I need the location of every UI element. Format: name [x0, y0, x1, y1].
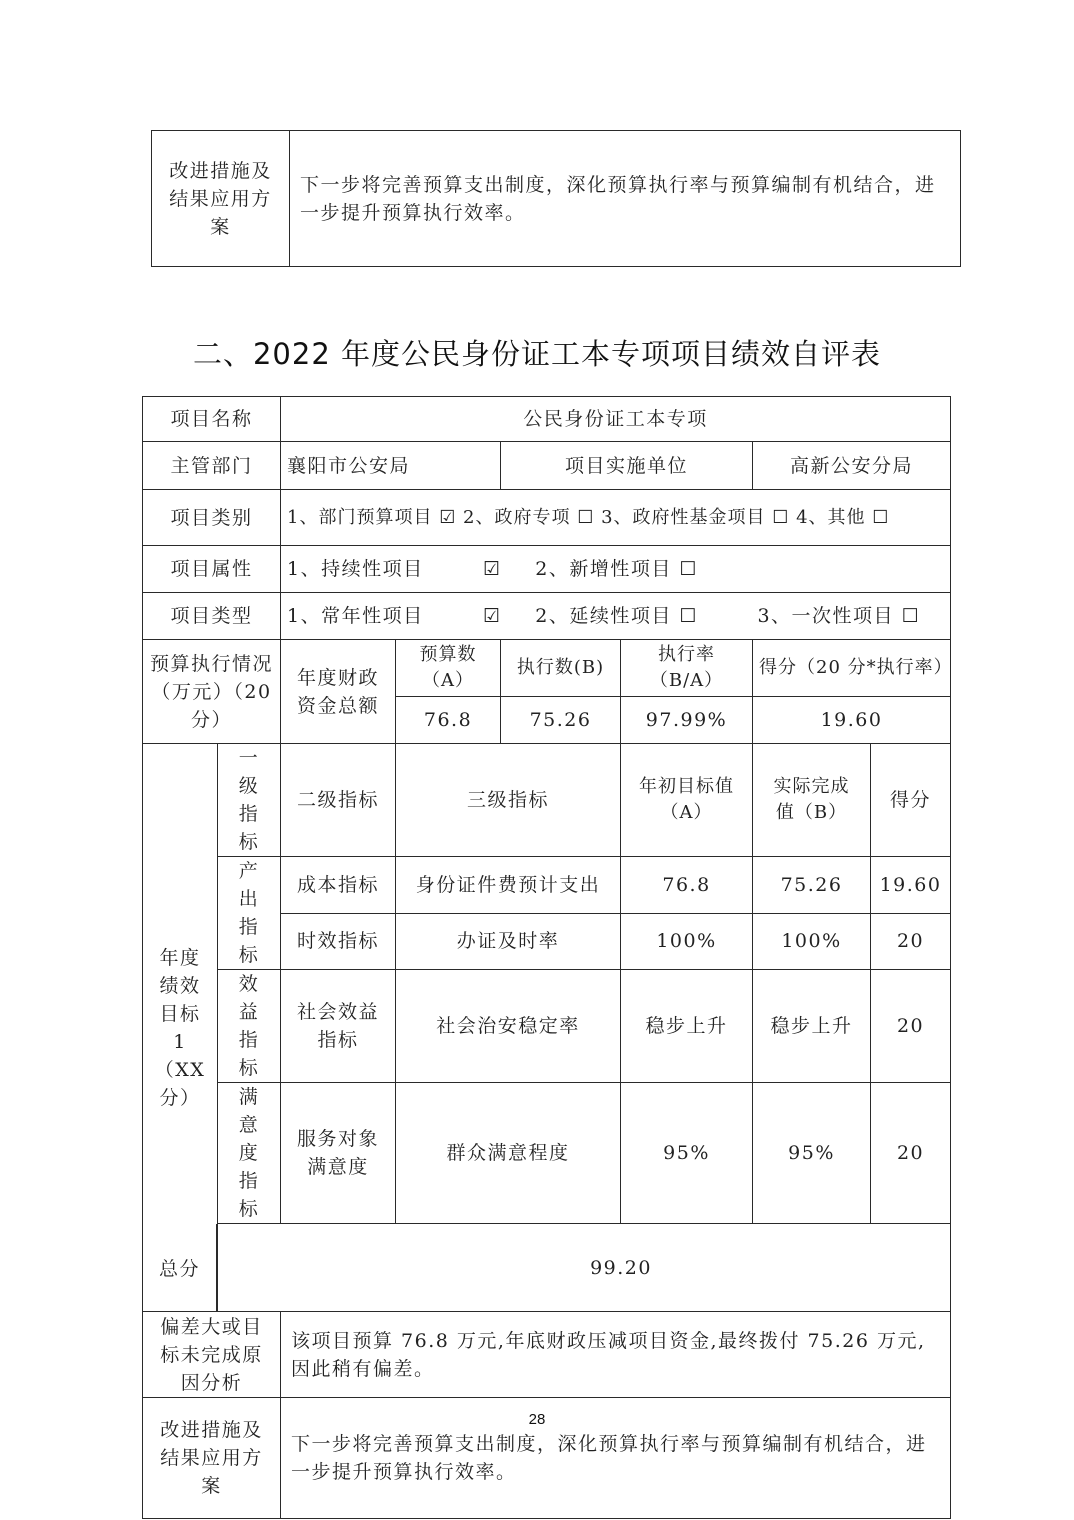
goal-actual: 100% [753, 913, 871, 970]
goal-level2: 成本指标 [281, 857, 396, 914]
dept-label: 主管部门 [143, 442, 281, 490]
unit-label: 项目实施单位 [501, 442, 753, 490]
row-department [143, 442, 951, 490]
goals-header-level1: 一级指标 [218, 744, 281, 857]
type-option-3: 3、一次性项目 ☐ [757, 605, 921, 627]
goal-row [143, 970, 951, 1083]
category-label: 项目类别 [143, 490, 281, 546]
goal-score: 20 [871, 1083, 951, 1224]
section-title: 二、2022 年度公民身份证工本专项项目绩效自评表 [192, 337, 882, 371]
improvement-label: 改进措施及结果应用方案 [152, 131, 290, 267]
row-budget-header [143, 640, 951, 697]
row-category [143, 490, 951, 546]
improvement-label: 改进措施及结果应用方案 [143, 1398, 281, 1519]
goal-row [143, 857, 951, 914]
improvement-text: 下一步将完善预算支出制度，深化预算执行率与预算编制有机结合，进一步提升预算执行效率。 [290, 131, 961, 267]
budget-value-a: 76.8 [396, 697, 501, 744]
checkbox-checked-icon: ☑ [483, 558, 502, 580]
goal-score: 20 [871, 970, 951, 1083]
goal-level1: 满意度指标 [218, 1083, 281, 1224]
type-option-2: 2、延续性项目 ☐ [535, 605, 698, 627]
goal-level3: 社会治安稳定率 [396, 970, 621, 1083]
performance-evaluation-table [142, 396, 951, 1519]
budget-value-rate: 97.99% [621, 697, 753, 744]
goal-target: 95% [621, 1083, 753, 1224]
goal-row [143, 1083, 951, 1224]
goal-level3: 群众满意程度 [396, 1083, 621, 1224]
goal-level1: 效益指标 [218, 970, 281, 1083]
goals-header-actual: 实际完成值（B） [753, 744, 871, 857]
row-goals-header [143, 744, 951, 857]
goal-actual: 75.26 [753, 857, 871, 914]
page-number: 28 [528, 1411, 546, 1428]
goals-side-label: 年度绩效目标 1（XX 分） [143, 744, 218, 1312]
deviation-text: 该项目预算 76.8 万元,年底财政压减项目资金,最终拨付 75.26 万元,因此稍有偏差。 [281, 1312, 951, 1398]
total-value: 99.20 [218, 1224, 951, 1312]
goal-level2: 时效指标 [281, 913, 396, 970]
improvement-text: 下一步将完善预算支出制度，深化预算执行率与预算编制有机结合，进一步提升预算执行效率。 [281, 1398, 951, 1519]
budget-sub-label: 年度财政资金总额 [281, 640, 396, 744]
row-total [143, 1224, 951, 1312]
goals-header-level2: 二级指标 [281, 744, 396, 857]
budget-value-score: 19.60 [753, 697, 951, 744]
budget-label: 预算执行情况（万元）（20 分） [143, 640, 281, 744]
goal-actual: 95% [753, 1083, 871, 1224]
row-project-name [143, 397, 951, 442]
goals-header-level3: 三级指标 [396, 744, 621, 857]
project-name-value: 公民身份证工本专项 [281, 397, 951, 442]
improvement-table-continued [151, 130, 961, 267]
type-option-1: 1、常年性项目 [287, 605, 424, 627]
goal-level1: 产出指标 [218, 857, 281, 970]
dept-value: 襄阳市公安局 [281, 442, 501, 490]
budget-header-score: 得分（20 分*执行率） [753, 640, 951, 697]
goals-header-target: 年初目标值（A） [621, 744, 753, 857]
goal-level2: 服务对象满意度 [281, 1083, 396, 1224]
goals-header-score: 得分 [871, 744, 951, 857]
attribute-option-1: 1、持续性项目 [287, 558, 424, 580]
goal-actual: 稳步上升 [753, 970, 871, 1083]
row-deviation [143, 1312, 951, 1398]
type-label: 项目类型 [143, 593, 281, 640]
goal-level2: 社会效益指标 [281, 970, 396, 1083]
type-options [281, 593, 951, 640]
row-type [143, 593, 951, 640]
project-name-label: 项目名称 [143, 397, 281, 442]
total-label-overlay [142, 1224, 217, 1312]
deviation-label: 偏差大或目标未完成原因分析 [143, 1312, 281, 1398]
row-attribute [143, 546, 951, 593]
unit-value: 高新公安分局 [753, 442, 951, 490]
budget-header-rate: 执行率（B/A） [621, 640, 753, 697]
goal-target: 稳步上升 [621, 970, 753, 1083]
budget-header-a: 预算数（A） [396, 640, 501, 697]
attribute-label: 项目属性 [143, 546, 281, 593]
goal-score: 20 [871, 913, 951, 970]
category-value: 1、部门预算项目 ☑ 2、政府专项 ☐ 3、政府性基金项目 ☐ 4、其他 ☐ [281, 490, 951, 546]
budget-value-b: 75.26 [501, 697, 621, 744]
total-label: 总分 [158, 1257, 200, 1280]
attribute-options [281, 546, 951, 593]
goal-score: 19.60 [871, 857, 951, 914]
goal-target: 100% [621, 913, 753, 970]
attribute-option-2: 2、新增性项目 ☐ [535, 558, 698, 580]
goal-level3: 办证及时率 [396, 913, 621, 970]
checkbox-checked-icon: ☑ [483, 605, 502, 627]
budget-header-b: 执行数(B) [501, 640, 621, 697]
goal-level3: 身份证件费预计支出 [396, 857, 621, 914]
goal-target: 76.8 [621, 857, 753, 914]
